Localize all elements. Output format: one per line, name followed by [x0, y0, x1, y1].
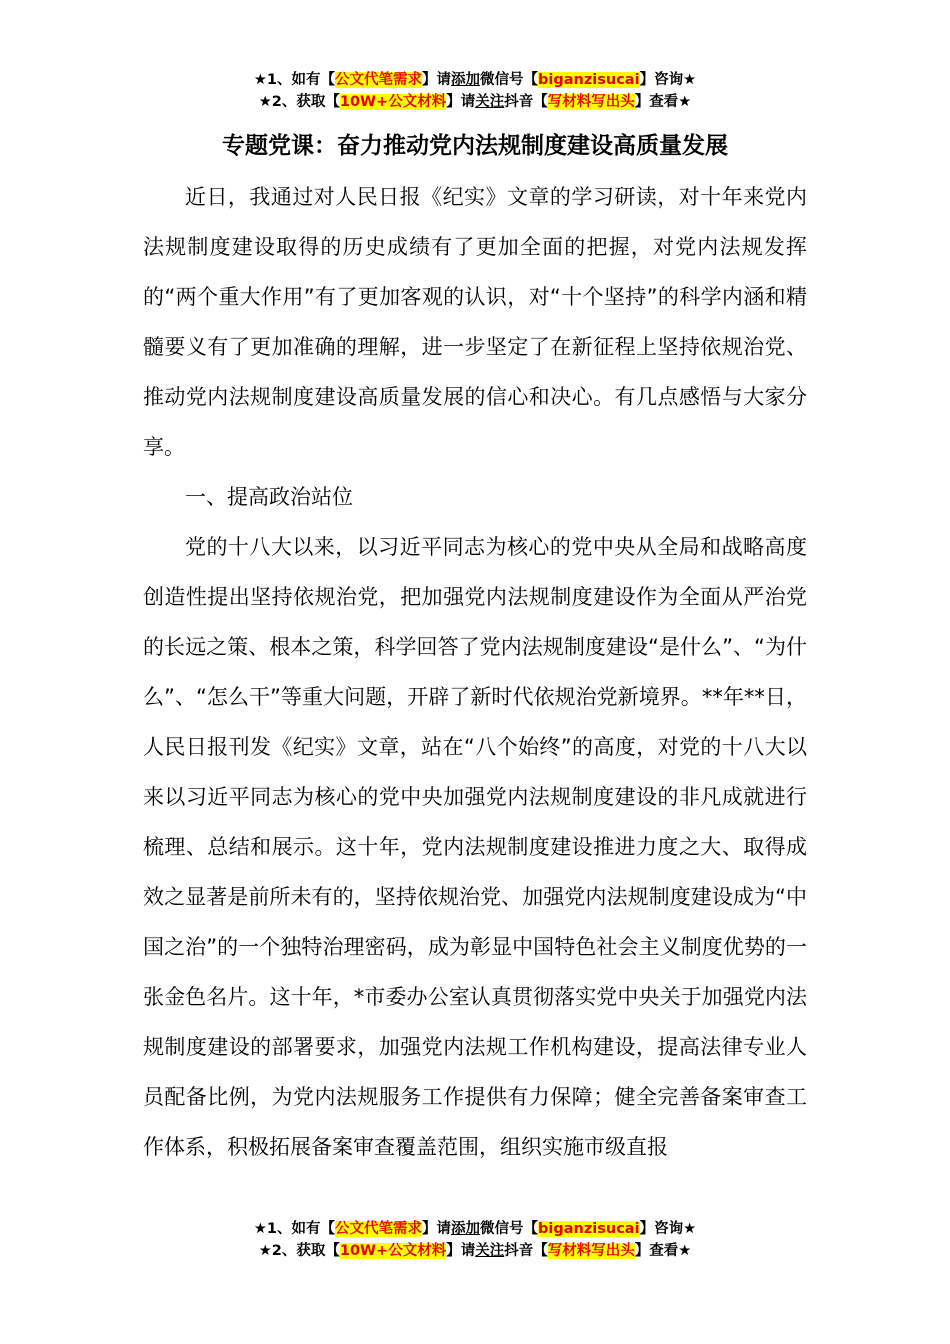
- promo-text: ★2、获取【: [258, 1243, 340, 1259]
- promo-text: 】咨询★: [639, 72, 697, 88]
- promo-highlight-douyin: 写材料写出头: [547, 1243, 635, 1259]
- document-body: [143, 172, 807, 1172]
- promo-highlight-douyin: 写材料写出头: [547, 94, 635, 110]
- promo-highlight-materials: 10W+公文材料: [339, 1243, 447, 1259]
- promo-underline-add: 添加: [451, 72, 481, 88]
- promo-line-1: [0, 69, 950, 91]
- promo-line-2: [0, 1240, 950, 1262]
- promo-highlight-wechat-id: biganzisucai: [538, 72, 640, 88]
- promo-line-2: [0, 91, 950, 113]
- promo-highlight-service: 公文代笔需求: [335, 1221, 423, 1237]
- promo-highlight-wechat-id: biganzisucai: [538, 1221, 640, 1237]
- promo-text: ★1、如有【: [253, 72, 336, 88]
- promo-text: 】请: [446, 1243, 476, 1259]
- promo-underline-follow: 关注: [475, 1243, 505, 1259]
- promo-text: 抖音【: [504, 94, 548, 110]
- paragraph-intro: 近日，我通过对人民日报《纪实》文章的学习研读，对十年来党内法规制度建设取得的历史成绩有了更加全面的把握，对党内法规发挥的“两个重大作用”有了更加客观的认识，对“十个坚持”的科学内涵和精髓要义有了更加准确的理解，进一步坚定了在新征程上坚持依规治党、推动党内法规制度建设高质量发展的信心和决心。有几点感悟与大家分享。: [143, 185, 807, 459]
- promo-text: ★2、获取【: [258, 94, 340, 110]
- document-title: 专题党课：奋力推动党内法规制度建设高质量发展: [222, 133, 728, 159]
- promo-text: ★1、如有【: [253, 1221, 336, 1237]
- promo-line-1: [0, 1218, 950, 1240]
- promo-banner-bottom: [0, 1218, 950, 1262]
- promo-text: 】查看★: [634, 1243, 692, 1259]
- promo-highlight-materials: 10W+公文材料: [339, 94, 447, 110]
- promo-banner-top: [0, 69, 950, 113]
- promo-underline-follow: 关注: [475, 94, 505, 110]
- promo-text: 】请: [422, 1221, 452, 1237]
- promo-text: 】请: [422, 72, 452, 88]
- promo-highlight-service: 公文代笔需求: [335, 72, 423, 88]
- promo-text: 微信号【: [480, 1221, 539, 1237]
- promo-text: 】咨询★: [639, 1221, 697, 1237]
- promo-underline-add: 添加: [451, 1221, 481, 1237]
- promo-text: 抖音【: [504, 1243, 548, 1259]
- paragraph-body-1: 党的十八大以来，以习近平同志为核心的党中央从全局和战略高度创造性提出坚持依规治党，把加强党内法规制度建设作为全面从严治党的长远之策、根本之策，科学回答了党内法规制度建设“是什么”、“为什么”、“怎么干”等重大问题，开辟了新时代依规治党新境界。**年**日，人民日报刊发《纪实》文章，站在“八个始终”的高度，对党的十八大以来以习近平同志为核心的党中央加强党内法规制度建设的非凡成就进行梳理、总结和展示。这十年，党内法规制度建设推进力度之大、取得成效之显著是前所未有的，坚持依规治党、加强党内法规制度建设成为“中国之治”的一个独特治理密码，成为彰显中国特色社会主义制度优势的一张金色名片。这十年，*市委办公室认真贯彻落实党中央关于加强党内法规制度建设的部署要求，加强党内法规工作机构建设，提高法律专业人员配备比例，为党内法规服务工作提供有力保障；健全完善备案审查工作体系，积极拓展备案审查覆盖范围，组织实施市级直报: [143, 535, 807, 1159]
- promo-text: 】请: [446, 94, 476, 110]
- section-heading-1: 一、提高政治站位: [185, 485, 353, 509]
- promo-text: 微信号【: [480, 72, 539, 88]
- promo-text: 】查看★: [634, 94, 692, 110]
